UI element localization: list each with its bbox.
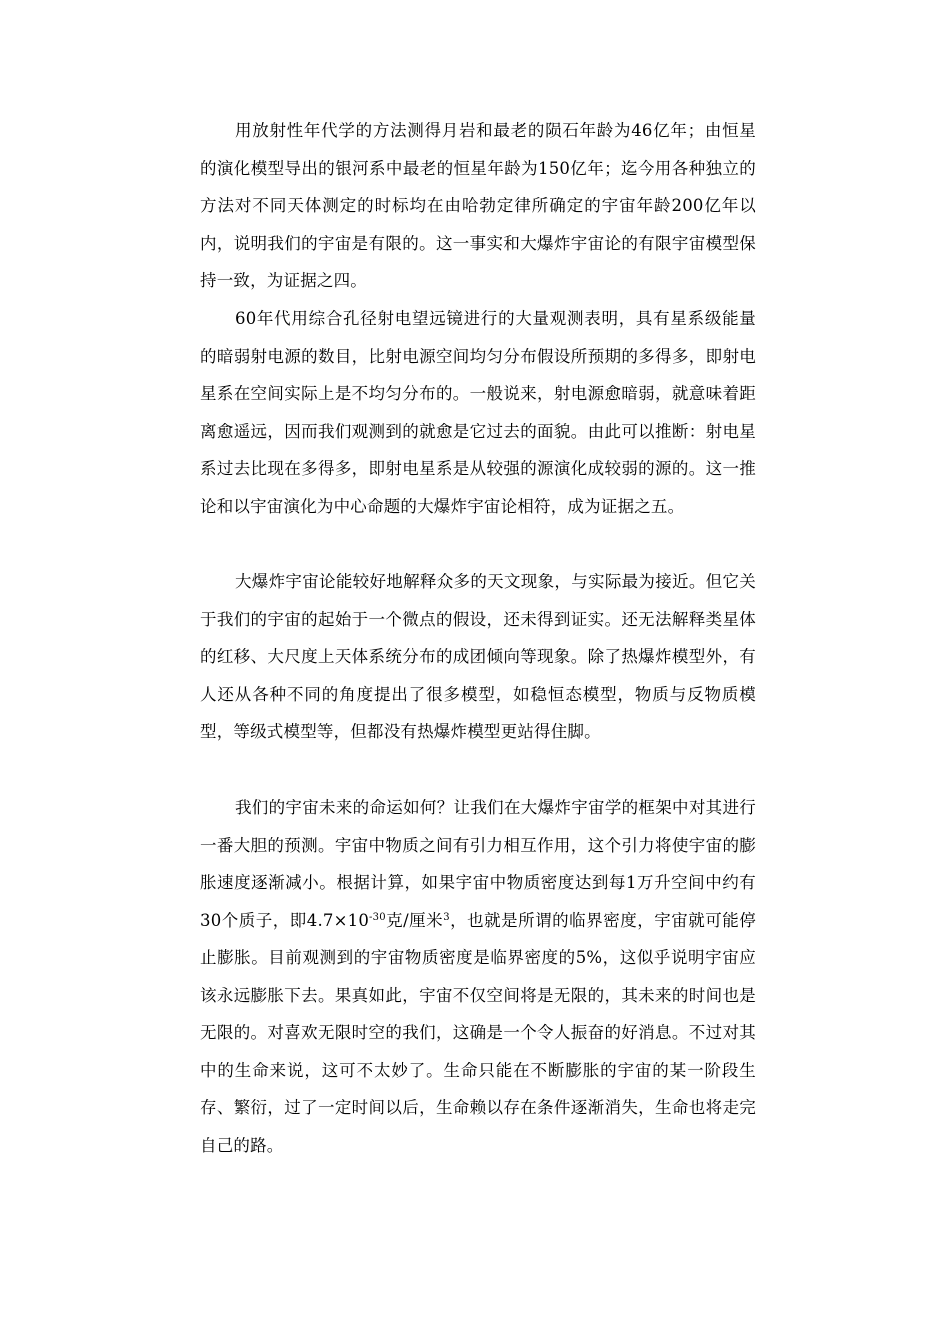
density-exponent: -30 bbox=[369, 911, 386, 923]
paragraph-universe-future bbox=[200, 789, 756, 1164]
paragraph-text-after: ，也就是所谓的临界密度，宇宙就可能停止膨胀。目前观测到的宇宙物质密度是临界密度的5%，这似乎说明宇宙应该永远膨胀下去。果真如此，宇宙不仅空间将是无限的，其未来的时间也是无限的。对喜欢无限时空的我们，这确是一个令人振奋的好消息。不过对其中的生命来说，这可不太妙了。生命只能在不断膨胀的宇宙的某一阶段生存、繁衍，过了一定时间以后，生命赖以存在条件逐渐消失，生命也将走完自己的路。 bbox=[200, 910, 757, 1155]
paragraph-text-before: 我们的宇宙未来的命运如何？让我们在大爆炸宇宙学的框架中对其进行一番大胆的预测。宇宙中物质之间有引力相互作用，这个引力将使宇宙的膨胀速度逐渐减小。根据计算，如果宇宙中物质密度达到每1万升空间中约有30个质子，即4.7×10 bbox=[200, 798, 756, 930]
paragraph-big-bang-limitations: 大爆炸宇宙论能较好地解释众多的天文现象，与实际最为接近。但它关于我们的宇宙的起始于一个微点的假设，还未得到证实。还无法解释类星体的红移、大尺度上天体系统分布的成团倾向等现象。除了热爆炸模型外，有人还从各种不同的角度提出了很多模型，如稳恒态模型，物质与反物质模型，等级式模型等，但都没有热爆炸模型更站得住脚。 bbox=[200, 572, 756, 741]
density-unit: 克/厘米 bbox=[385, 910, 444, 930]
paragraph-radio-source-evidence: 60年代用综合孔径射电望远镜进行的大量观测表明，具有星系级能量的暗弱射电源的数目，比射电源空间均匀分布假设所预期的多得多，即射电星系在空间实际上是不均匀分布的。一般说来，射电源愈暗弱，就意味着距离愈遥远，因而我们观测到的就愈是它过去的面貌。由此可以推断：射电星系过去比现在多得多，即射电星系是从较强的源演化成较弱的源的。这一推论和以宇宙演化为中心命题的大爆炸宇宙论相符，成为证据之五。 bbox=[200, 309, 756, 516]
paragraph-age-evidence: 用放射性年代学的方法测得月岩和最老的陨石年龄为46亿年；由恒星的演化模型导出的银河系中最老的恒星年龄为150亿年；迄今用各种独立的方法对不同天体测定的时标均在由哈勃定律所确定的宇宙年龄200亿年以内，说明我们的宇宙是有限的。这一事实和大爆炸宇宙论的有限宇宙模型保持一致，为证据之四。 bbox=[200, 121, 756, 290]
unit-exponent: 3 bbox=[443, 911, 450, 923]
